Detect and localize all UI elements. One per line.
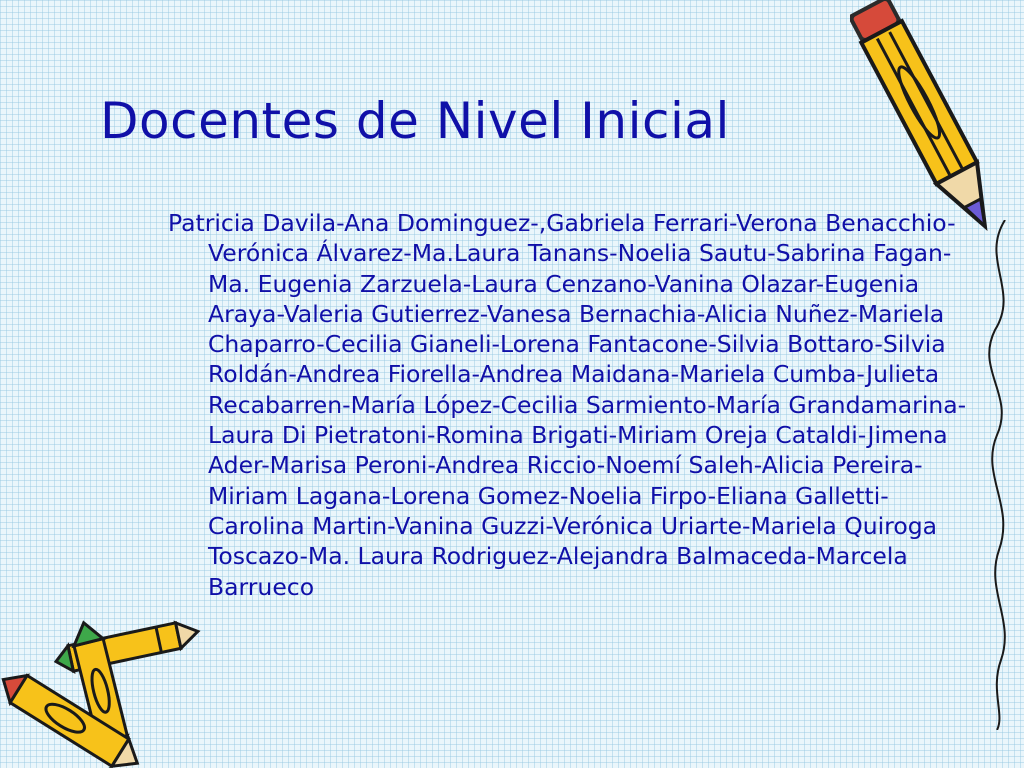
squiggle-line [975,220,1024,730]
teacher-names-list: Patricia Davila-Ana Dominguez-,Gabriela Ferrari-Verona Benacchio-Verónica Álvarez-Ma.Laura Tanans-Noelia Sautu-Sabrina Fagan-Ma. Eugenia Zarzuela-Laura Cenzano-Vanina Olazar-Eugenia Araya-Valeria Gutierrez-Vanesa Bernachia-Alicia Nuñez-Mariela Chaparro-Cecilia Gianeli-Lorena Fantacone-Silvia Bottaro-Silvia Roldán-Andrea Fiorella-Andrea Maidana-Mariela Cumba-Julieta Recabarren-María López-Cecilia Sarmiento-María Grandamarina-Laura Di Pietratoni-Romina Brigati-Miriam Oreja Cataldi-Jimena Ader-Marisa Peroni-Andrea Riccio-Noemí Saleh-Alicia Pereira-Miriam Lagana-Lorena Gomez-Noelia Firpo-Eliana Galletti-Carolina Martin-Vanina Guzzi-Verónica Uriarte-Mariela Quiroga Toscazo-Ma. Laura Rodriguez-Alejandra Balmaceda-Marcela Barrueco [168,209,967,601]
slide-title: Docentes de Nivel Inicial [100,92,730,150]
crayons-icon [0,610,210,768]
pencil-icon [850,0,1010,250]
